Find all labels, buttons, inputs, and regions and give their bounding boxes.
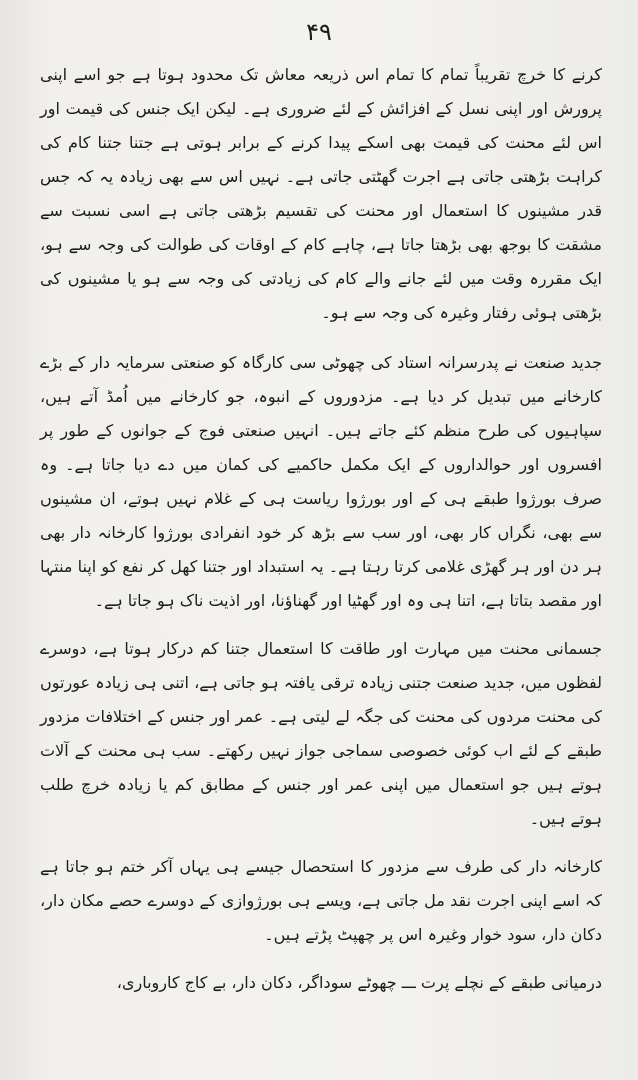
paragraph-2: جدید صنعت نے پدرسرانہ استاد کی چھوٹی سی کارگاہ کو صنعتی سرمایہ دار کے بڑے کارخانے میں تبدیل کر دیا ہے۔ مزدوروں کے انبوہ، جو کارخانے میں اُمڈ آتے ہیں، سپاہیوں کی طرح منظم کئے جاتے ہیں۔ انہیں صنعتی فوج کے جوانوں کے طور پر افسروں اور حوالداروں کے ایک مکمل حاکمیے کی کمان میں دے دیا جاتا ہے۔ وہ صرف بورژوا طبقے ہی کے اور بورژوا ریاست ہی کے غلام نہیں ہوتے، ان مشینوں سے بھی، نگراں کار بھی، اور سب سے بڑھ کر خود انفرادی بورژوا کارخانہ دار بھی ہر دن اور ہر گھڑی غلامی کرتا رہتا ہے۔ یہ استبداد اور جتنا کھل کر نفع کو اپنا منتہا اور مقصد بتاتا ہے، اتنا ہی وہ اور گھٹیا اور گھناؤنا، اور اذیت ناک ہو جاتا ہے۔ [40,353,602,610]
page-number: ۴۹ [306,18,332,46]
paragraph-3: جسمانی محنت میں مہارت اور طاقت کا استعمال جتنا کم درکار ہوتا ہے، دوسرے لفظوں میں، جدید صنعت جتنی زیادہ ترقی یافتہ ہو جاتی ہے، اتنی ہی زیادہ عورتوں کی محنت مردوں کی محنت کی جگہ لے لیتی ہے۔ عمر اور جنس کے اختلافات مزدور طبقے کے لئے اب کوئی خصوصی سماجی جواز نہیں رکھتے۔ سب ہی محنت کے آلات ہوتے ہیں جو استعمال میں اپنی عمر اور جنس کے مطابق کم یا زیادہ خرچ طلب ہوتے ہیں۔ [40,639,602,828]
paragraph-4: کارخانہ دار کی طرف سے مزدور کا استحصال جیسے ہی یہاں آکر ختم ہو جاتا ہے کہ اسے اپنی اجرت نقد مل جاتی ہے، ویسے ہی بورژوازی کے دوسرے حصے مکان دار، دکان دار، سود خوار وغیرہ اس پر چھپٹ پڑتے ہیں۔ [40,857,602,944]
paragraph-5: درمیانی طبقے کے نچلے پرت ـــ چھوٹے سوداگر، دکان دار، بے کاج کاروباری، [116,973,602,992]
paragraph-1: کرنے کا خرچ تقریباً تمام کا تمام اس ذریعہ معاش تک محدود ہوتا ہے جو اسے اپنی پرورش اور اپنی نسل کے افزائش کے لئے ضروری ہے۔ لیکن ایک جنس کی قیمت اور اس لئے محنت کی قیمت بھی اسکے پیدا کرنے کے برابر ہوتی ہے جتنا جتنا کام کی کراہت بڑھتی جاتی ہے اجرت گھٹتی جاتی ہے۔ نہیں اس سے بھی زیادہ یہ کہ جس قدر مشینوں کا استعمال اور محنت کی تقسیم بڑھتی جاتی ہے اسی نسبت سے مشقت کا بوجھ بھی بڑھتا جاتا ہے، چاہے کام کے اوقات کی طوالت کی وجہ سے ہو، ایک مقررہ وقت میں لئے جانے والے کام کی زیادتی کی وجہ سے ہو یا مشینوں کی بڑھتی ہوئی رفتار وغیرہ کی وجہ سے ہو۔ [40,65,602,322]
body-text [40,58,602,1014]
